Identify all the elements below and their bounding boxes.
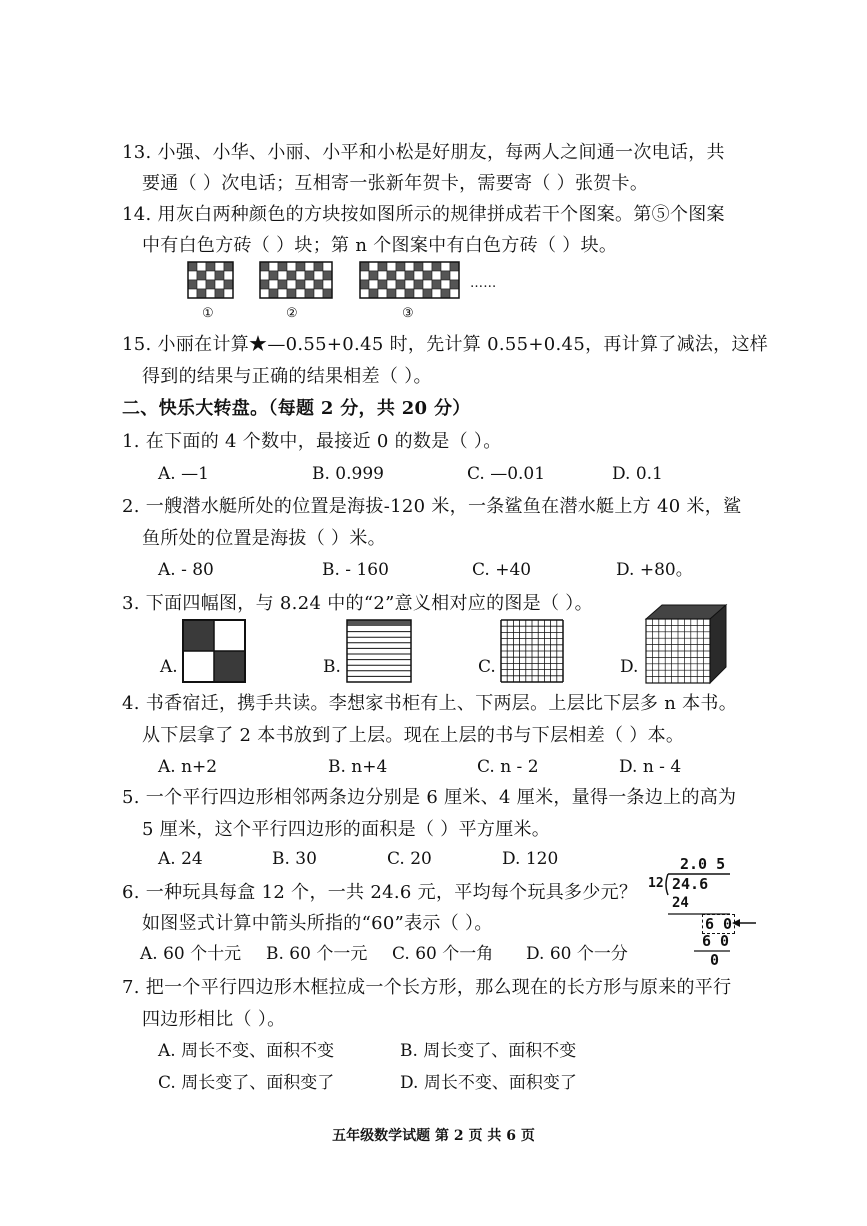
figure-d-cube	[644, 603, 728, 685]
tile-cell	[296, 271, 305, 280]
tile-cell	[206, 271, 215, 280]
tile-cell	[188, 289, 197, 298]
s1-option-b: B. 0.999	[312, 464, 384, 484]
s6-line2: 如图竖式计算中箭头所指的“60”表示（ ）。	[142, 913, 493, 934]
tile-cell	[278, 271, 287, 280]
tile-cell	[296, 289, 305, 298]
s2-line2: 鱼所处的位置是海拔（ ）米。	[142, 528, 386, 549]
tile-cell	[387, 280, 396, 289]
tile-cell	[405, 280, 414, 289]
tile-cell	[197, 262, 206, 271]
s6-line1: 6. 一种玩具每盒 12 个，一共 24.6 元，平均每个玩具多少元？	[122, 882, 638, 903]
tile-cell	[423, 289, 432, 298]
tile-cell	[314, 262, 323, 271]
tile-cell	[224, 289, 233, 298]
tile-cell	[432, 271, 441, 280]
s5-option-a: A. 24	[158, 849, 203, 869]
tile-cell	[405, 289, 414, 298]
tile-cell	[305, 280, 314, 289]
tile-cell	[441, 289, 450, 298]
tile-cell	[414, 271, 423, 280]
s5-line1: 5. 一个平行四边形相邻两条边分别是 6 厘米、4 厘米，量得一条边上的高为	[122, 787, 737, 808]
tile-cell	[260, 262, 269, 271]
tile-cell	[423, 262, 432, 271]
tile-cell	[360, 280, 369, 289]
tile-cell	[269, 289, 278, 298]
tile-label-1: ①	[202, 306, 214, 321]
s4-option-d: D. n - 4	[619, 757, 682, 777]
division-remainder: 0	[710, 951, 720, 969]
tile-cell	[296, 280, 305, 289]
s4-line1: 4. 书香宿迁，携手共读。李想家书柜有上、下两层。上层比下层多 n 本书。	[122, 693, 738, 714]
s7-option-d: D. 周长不变、面积变了	[400, 1073, 577, 1093]
section-2-title: 二、快乐大转盘。（每题 2 分，共 20 分）	[122, 398, 471, 419]
tile-cell	[387, 289, 396, 298]
tile-cell	[387, 271, 396, 280]
tile-pattern-1	[188, 262, 233, 298]
tile-cell	[287, 271, 296, 280]
tile-cell	[423, 280, 432, 289]
tile-cell	[269, 262, 278, 271]
tile-cell	[396, 280, 405, 289]
tile-cell	[305, 262, 314, 271]
tile-cell	[206, 289, 215, 298]
tile-cell	[296, 262, 305, 271]
q14-line2: 中有白色方砖（ ）块；第 n 个图案中有白色方砖（ ）块。	[142, 235, 618, 256]
tile-cell	[287, 289, 296, 298]
tile-cell	[396, 271, 405, 280]
tile-cell	[206, 262, 215, 271]
s6-option-b: B. 60 个一元	[266, 944, 368, 964]
tile-cell	[441, 262, 450, 271]
tile-cell	[188, 271, 197, 280]
s4-line2: 从下层拿了 2 本书放到了上层。现在上层的书与下层相差（ ）本。	[142, 725, 685, 746]
tile-cell	[414, 280, 423, 289]
tile-cell	[450, 271, 459, 280]
division-step1: 24	[672, 895, 689, 911]
division-dividend: 24.6	[672, 875, 709, 893]
tile-cell	[305, 289, 314, 298]
s7-line1: 7. 把一个平行四边形木框拉成一个长方形，那么现在的长方形与原来的平行	[122, 977, 732, 998]
tile-cell	[441, 271, 450, 280]
tile-cell	[369, 271, 378, 280]
tile-cell	[369, 262, 378, 271]
tile-cell	[197, 280, 206, 289]
tile-cell	[405, 271, 414, 280]
long-division-figure	[644, 855, 764, 985]
tile-cell	[215, 271, 224, 280]
s5-option-b: B. 30	[272, 849, 317, 869]
s2-option-d: D. +80。	[616, 560, 693, 580]
tile-cell	[278, 280, 287, 289]
tile-cell	[414, 262, 423, 271]
q14-line1: 14. 用灰白两种颜色的方块按如图所示的规律拼成若干个图案。第⑤个图案	[122, 204, 725, 225]
tile-cell	[369, 289, 378, 298]
tile-patterns-figure	[180, 260, 510, 320]
tile-cell	[188, 262, 197, 271]
s3-option-a: A.	[160, 657, 178, 677]
s7-line2: 四边形相比（ ）。	[142, 1009, 286, 1030]
tile-cell	[360, 271, 369, 280]
q13-line1: 13. 小强、小华、小丽、小平和小松是好朋友，每两人之间通一次电话，共	[122, 142, 725, 163]
tile-cell	[224, 280, 233, 289]
s2-option-a: A. - 80	[158, 560, 214, 580]
tile-cell	[314, 271, 323, 280]
tile-label-2: ②	[286, 306, 298, 321]
s1-line1: 1. 在下面的 4 个数中，最接近 0 的数是（ ）。	[122, 431, 502, 452]
s5-option-c: C. 20	[387, 849, 432, 869]
tile-cell	[450, 280, 459, 289]
tile-cell	[314, 289, 323, 298]
tile-cell	[450, 262, 459, 271]
tile-cell	[432, 289, 441, 298]
s4-option-c: C. n - 2	[477, 757, 539, 777]
s6-option-d: D. 60 个一分	[526, 944, 628, 964]
tile-label-3: ③	[402, 306, 414, 321]
tile-cell	[405, 262, 414, 271]
s5-option-d: D. 120	[502, 849, 559, 869]
q15-line2: 得到的结果与正确的结果相差（ ）。	[142, 366, 432, 387]
tile-cell	[278, 289, 287, 298]
q13-line2: 要通（ ）次电话；互相寄一张新年贺卡，需要寄（ ）张贺卡。	[142, 173, 649, 194]
tile-cell	[378, 289, 387, 298]
s7-option-b: B. 周长变了、面积不变	[400, 1041, 577, 1061]
tile-cell	[215, 262, 224, 271]
tile-cell	[378, 280, 387, 289]
tile-cell	[260, 271, 269, 280]
figure-c-grid	[500, 619, 564, 683]
tile-cell	[396, 262, 405, 271]
s2-option-b: B. - 160	[322, 560, 389, 580]
tile-cell	[197, 289, 206, 298]
tile-cell	[360, 262, 369, 271]
s1-option-a: A. —1	[158, 464, 209, 484]
tile-cell	[314, 280, 323, 289]
tile-cell	[260, 289, 269, 298]
tile-cell	[224, 262, 233, 271]
tile-cell	[287, 262, 296, 271]
tile-cell	[206, 280, 215, 289]
division-step3: 6 0	[702, 932, 730, 950]
tile-cell	[260, 280, 269, 289]
page-footer: 五年级数学试题 第 2 页 共 6 页	[332, 1128, 535, 1144]
s7-option-a: A. 周长不变、面积不变	[158, 1041, 335, 1061]
s7-option-c: C. 周长变了、面积变了	[158, 1073, 335, 1093]
tile-cell	[278, 262, 287, 271]
tile-cell	[215, 280, 224, 289]
s3-option-b: B.	[323, 657, 341, 677]
s2-option-c: C. +40	[472, 560, 532, 580]
s4-option-a: A. n+2	[158, 757, 218, 777]
tile-cell	[269, 280, 278, 289]
q15-line1: 15. 小丽在计算★—0.55+0.45 时，先计算 0.55+0.45，再计算了减法，这样	[122, 334, 769, 355]
s3-line1: 3. 下面四幅图，与 8.24 中的“2”意义相对应的图是（ ）。	[122, 593, 593, 614]
tile-pattern-2	[260, 262, 332, 298]
tile-cell	[360, 289, 369, 298]
tile-cell	[432, 262, 441, 271]
s4-option-b: B. n+4	[328, 757, 388, 777]
figure-b-strips	[346, 619, 412, 683]
tile-cell	[215, 289, 224, 298]
s6-option-a: A. 60 个十元	[140, 944, 242, 964]
tile-cell	[414, 289, 423, 298]
tile-cell	[432, 280, 441, 289]
tile-cell	[396, 289, 405, 298]
s1-option-c: C. —0.01	[467, 464, 546, 484]
tile-cell	[323, 280, 332, 289]
tile-cell	[188, 280, 197, 289]
tile-cell	[323, 271, 332, 280]
division-step2-boxed: 6 0	[702, 914, 735, 934]
s5-line2: 5 厘米，这个平行四边形的面积是（ ）平方厘米。	[142, 819, 551, 840]
tile-cell	[305, 271, 314, 280]
tile-cell	[287, 280, 296, 289]
division-quotient: 2.0 5	[680, 855, 726, 873]
figure-a-squares	[182, 619, 246, 683]
tile-cell	[369, 280, 378, 289]
tile-cell	[378, 262, 387, 271]
tile-pattern-3	[360, 262, 459, 298]
s2-line1: 2. 一艘潜水艇所处的位置是海拔-120 米，一条鲨鱼在潜水艇上方 40 米，鲨	[122, 496, 742, 517]
tile-cell	[423, 271, 432, 280]
tile-cell	[323, 289, 332, 298]
tile-cell	[197, 271, 206, 280]
division-lines	[644, 855, 764, 985]
tile-ellipsis: ……	[470, 276, 497, 291]
tile-cell	[269, 271, 278, 280]
s1-option-d: D. 0.1	[612, 464, 663, 484]
s6-option-c: C. 60 个一角	[392, 944, 494, 964]
tile-cell	[450, 289, 459, 298]
tile-cell	[378, 271, 387, 280]
tile-cell	[441, 280, 450, 289]
tile-cell	[323, 262, 332, 271]
tile-cell	[224, 271, 233, 280]
s3-option-d: D.	[620, 657, 639, 677]
tile-cell	[387, 262, 396, 271]
division-divisor: 12	[648, 876, 664, 891]
s3-option-c: C.	[478, 657, 496, 677]
